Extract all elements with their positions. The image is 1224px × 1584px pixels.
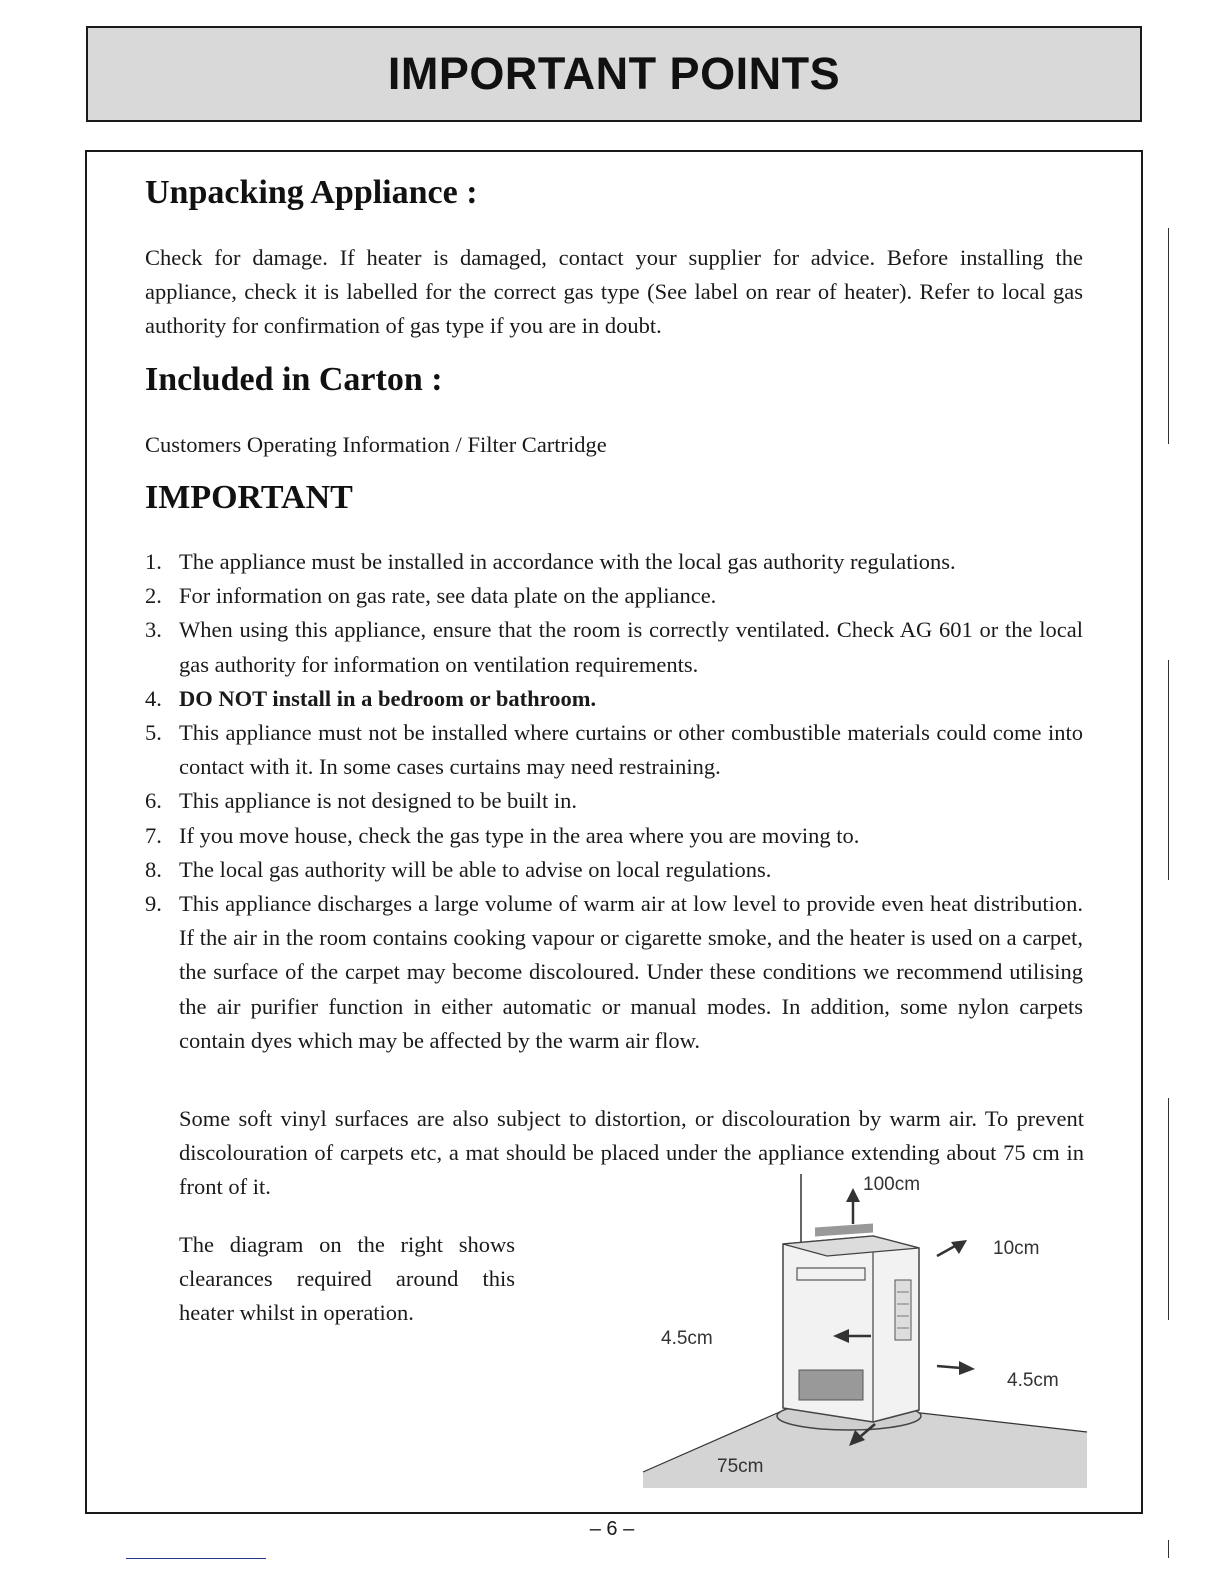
list-number: 2. [145,583,162,609]
revision-bar [1168,228,1169,444]
list-item [145,716,1083,784]
list-number: 4. [145,685,162,711]
revision-bar [1168,1540,1169,1558]
page-header-box [86,26,1142,122]
heater-icon [777,1223,921,1430]
arrow-right-icon [959,1361,975,1375]
list-item [145,819,1083,853]
list-item [145,887,1083,1058]
clearance-top-label: 100cm [863,1174,921,1195]
list-number: 8. [145,856,162,882]
list-item [145,784,1083,818]
list-item-text: This appliance discharges a large volume of warm air at low level to provide even heat distribution. If the air in the room contains cooking vapour or cigarette smoke, and the heater is used on a carpet, the surface of the carpet may become discoloured. Under these conditions we recommend utilising the air purifier function in either automatic or manual modes. In addition, some nylon carpets contain dyes which may be affected by the warm air flow. [179,891,1083,1053]
arrow-up-icon [846,1188,860,1202]
vinyl-note: Some soft vinyl surfaces are also subject to distortion, or discolouration by warm air. To prevent discolouration of carpets etc, a mat should be placed under the appliance extending about 75 cm in front of it. [179,1106,1084,1200]
content-box [85,150,1143,1514]
list-item-text: DO NOT install in a bedroom or bathroom. [179,685,597,711]
list-item-text: When using this appliance, ensure that the room is correctly ventilated. Check AG 601 or the local gas authority for information on ventilation requirements. [179,617,1083,677]
list-item-warning [145,682,1083,716]
list-item [145,853,1083,887]
clearance-right-label: 4.5cm [1007,1370,1059,1391]
list-number: 3. [145,617,162,643]
list-item [145,545,1083,579]
list-number: 6. [145,788,162,814]
page-number: – 6 – [589,1518,635,1540]
list-number: 9. [145,891,162,917]
clearance-left-label: 4.5cm [661,1328,713,1349]
list-item-text: This appliance is not designed to be built in. [179,788,578,814]
list-item-text: For information on gas rate, see data plate on the appliance. [179,583,717,609]
list-item-text: The appliance must be installed in accordance with the local gas authority regulations. [179,549,956,574]
list-item [145,579,1083,613]
unpacking-heading: Unpacking Appliance : [145,174,478,211]
page-title: IMPORTANT POINTS [387,48,841,99]
list-number: 5. [145,720,162,746]
list-item-text: This appliance must not be installed where curtains or other combustible materials could come into contact with it. In some cases curtains may need restraining. [179,720,1083,780]
revision-bar [1168,1098,1169,1320]
diagram-note: The diagram on the right shows clearances required around this heater whilst in operation. [179,1232,515,1326]
list-item [145,613,1083,681]
revision-bar [1168,660,1169,880]
unpacking-text: Check for damage. If heater is damaged, contact your supplier for advice. Before installing the appliance, check it is labelled for the correct gas type (See label on rear of heater). Refer to local gas authority for confirmation of gas type if you are in doubt. [145,245,1083,338]
list-number: 7. [145,822,162,848]
important-list [145,545,1083,1058]
list-item-text: If you move house, check the gas type in the area where you are moving to. [179,822,860,848]
carton-text: Customers Operating Information / Filter Cartridge [145,432,607,457]
list-item-text: The local gas authority will be able to advise on local regulations. [179,856,772,882]
carton-heading: Included in Carton : [145,361,443,398]
important-heading: IMPORTANT [145,479,353,516]
clearance-front-label: 75cm [717,1456,764,1477]
list-number: 1. [145,549,162,574]
clearance-diagram [637,1170,1093,1492]
clearance-right-top-label: 10cm [993,1238,1040,1259]
bottom-rule [126,1558,266,1559]
